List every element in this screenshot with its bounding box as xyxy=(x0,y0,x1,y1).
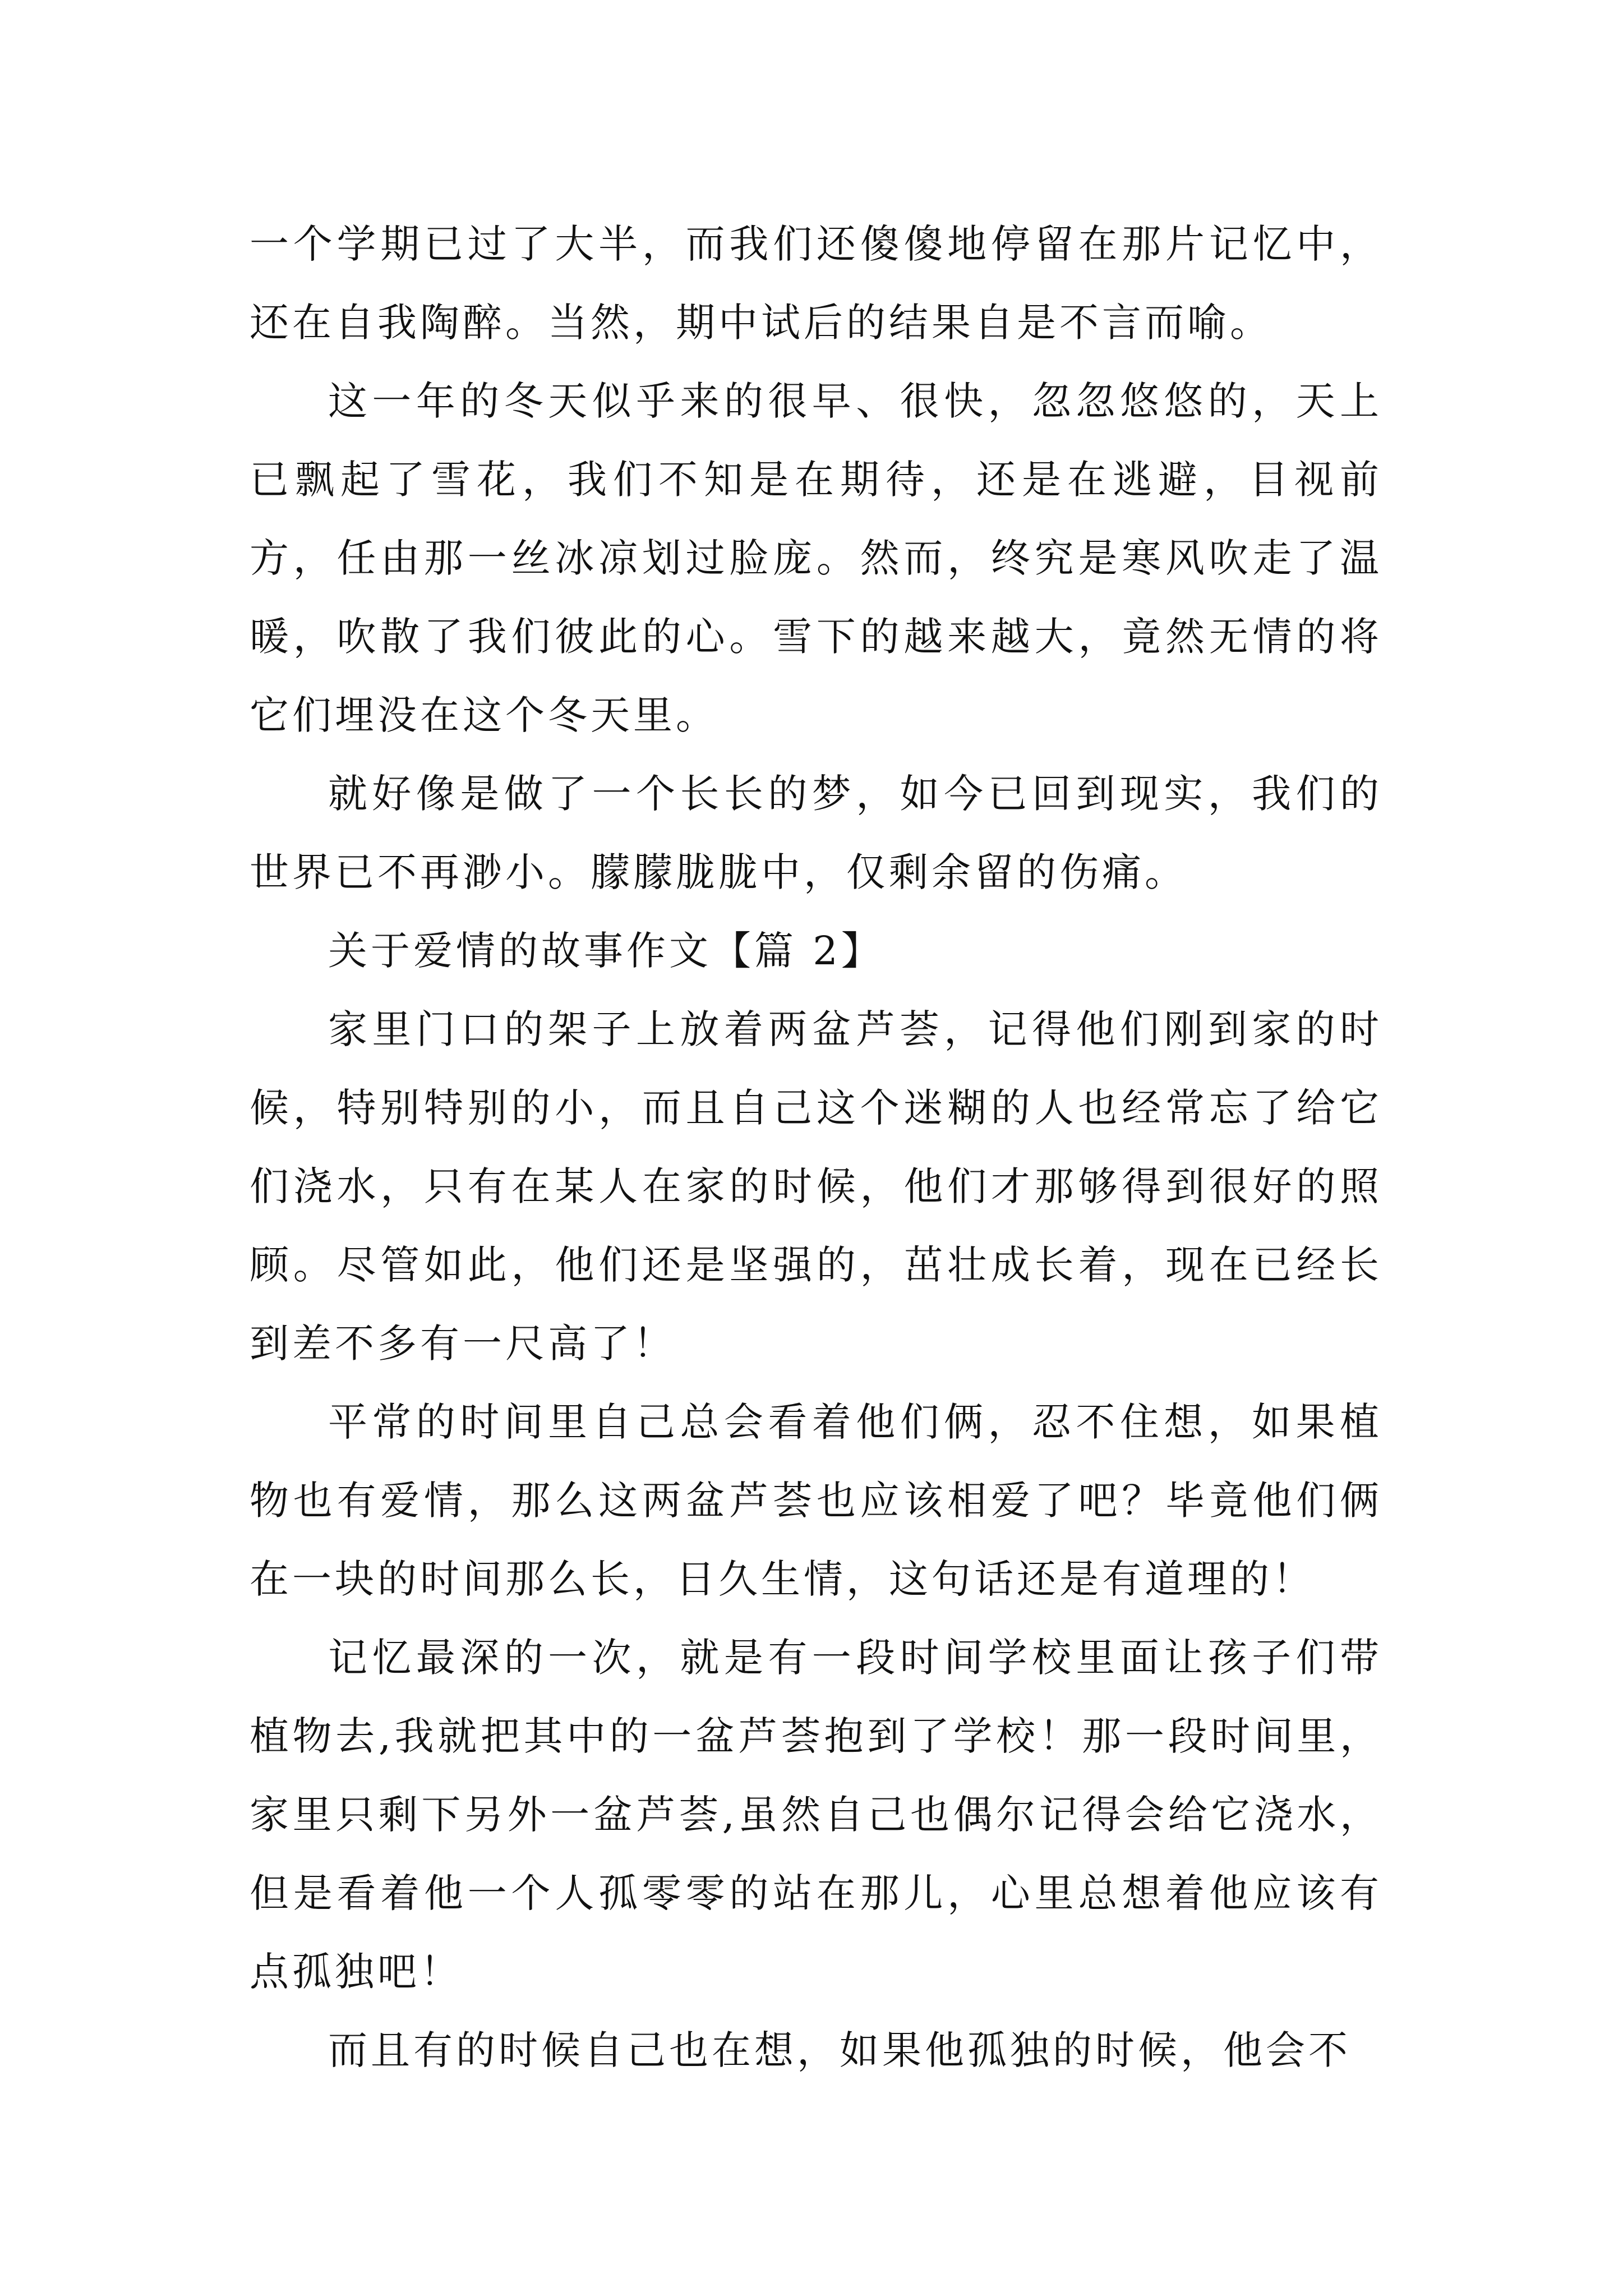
paragraph-3: 就好像是做了一个长长的梦，如今已回到现实，我们的世界已不再渺小。朦朦胧胧中，仅剩余留的伤痛。 xyxy=(250,771,1382,895)
paragraph-6: 记忆最深的一次，就是有一段时间学校里面让孩子们带植物去,我就把其中的一盆芦荟抱到了学校！那一段时间里，家里只剩下另外一盆芦荟,虽然自己也偶尔记得会给它浇水，但是看着他一个人孤零零的站在那儿，心里总想着他应该有点孤独吧！ xyxy=(250,1635,1382,1995)
paragraph-5: 平常的时间里自己总会看着他们俩，忍不住想，如果植物也有爱情，那么这两盆芦荟也应该相爱了吧？毕竟他们俩在一块的时间那么长，日久生情，这句话还是有道理的！ xyxy=(250,1399,1382,1602)
section-heading: 关于爱情的故事作文【篇 2】 xyxy=(328,928,884,974)
document-body xyxy=(250,205,1382,2090)
paragraph-4: 家里门口的架子上放着两盆芦荟，记得他们刚到家的时候，特别特别的小，而且自己这个迷糊的人也经常忘了给它们浇水，只有在某人在家的时候，他们才那够得到很好的照顾。尽管如此，他们还是坚强的，茁壮成长着，现在已经长到差不多有一尺高了！ xyxy=(250,1006,1382,1366)
paragraph-1: 一个学期已过了大半，而我们还傻傻地停留在那片记忆中，还在自我陶醉。当然，期中试后的结果自是不言而喻。 xyxy=(250,221,1382,346)
paragraph-7: 而且有的时候自己也在想，如果他孤独的时候，他会不 xyxy=(328,2027,1351,2073)
paragraph-2: 这一年的冬天似乎来的很早、很快，忽忽悠悠的，天上已飘起了雪花，我们不知是在期待，还是在逃避，目视前方，任由那一丝冰凉划过脸庞。然而，终究是寒风吹走了温暖，吹散了我们彼此的心。雪下的越来越大，竟然无情的将它们埋没在这个冬天里。 xyxy=(250,378,1382,738)
